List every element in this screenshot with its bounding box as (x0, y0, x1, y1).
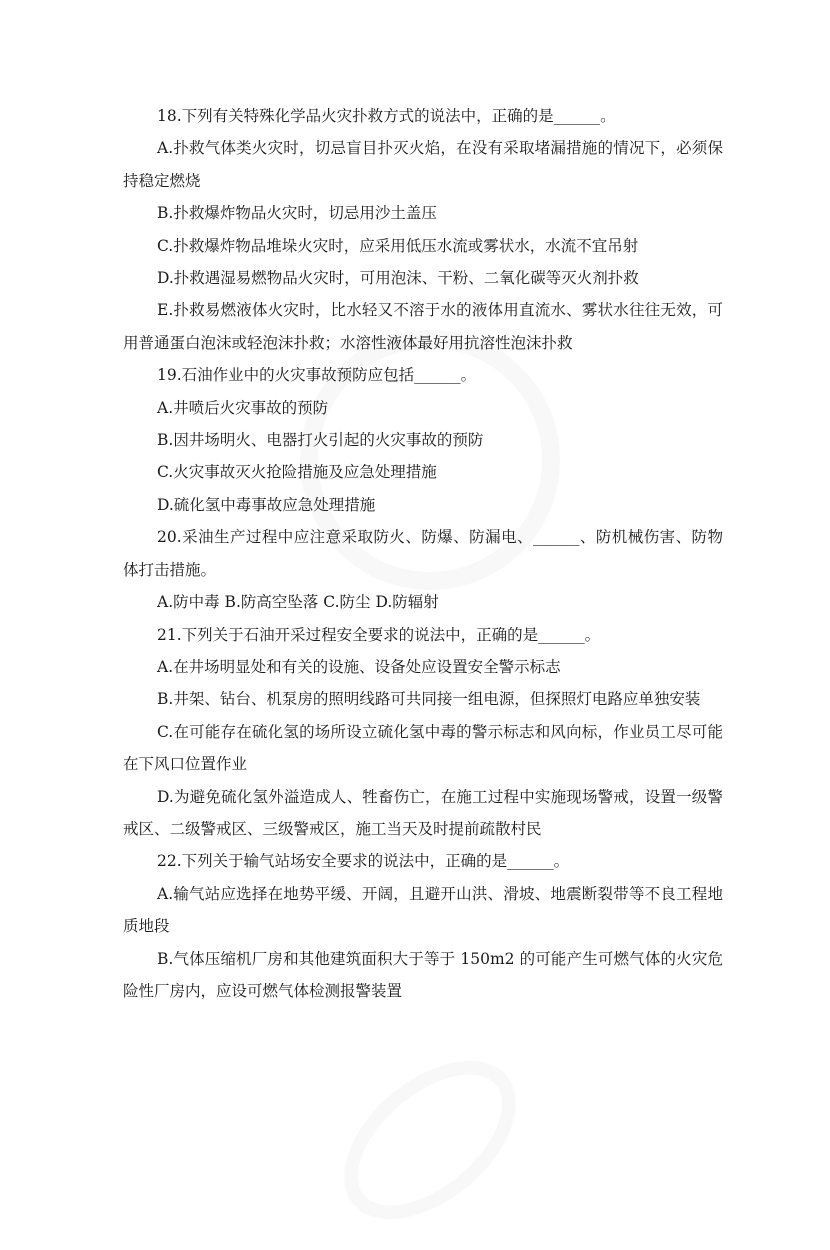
question-19-option-c: C.火灾事故灭火抢险措施及应急处理措施 (157, 463, 437, 482)
question-18: 18.下列有关特殊化学品火灾扑救方式的说法中，正确的是______。 (157, 107, 616, 125)
question-18-option-c: C.扑救爆炸物品堆垛火灾时，应采用低压水流或雾状水，水流不宜吊射 (157, 236, 639, 255)
document-body (123, 100, 723, 1007)
question-19-option-b: B.因井场明火、电器打火引起的火灾事故的预防 (157, 431, 484, 450)
question-18-option-a: A.扑救气体类火灾时，切忌盲目扑灭火焰，在没有采取堵漏措施的情况下，必须保持稳定燃烧 (123, 139, 723, 190)
question-21-option-a: A.在井场明显处和有关的设施、设备处应设置安全警示标志 (157, 657, 561, 676)
question-22-option-a: A.输气站应选择在地势平缓、开阔，且避开山洪、滑坡、地震断裂带等不良工程地质地段 (123, 884, 723, 936)
question-21: 21.下列关于石油开采过程安全要求的说法中，正确的是______。 (157, 625, 601, 644)
question-20: 20.采油生产过程中应注意采取防火、防爆、防漏电、______、防机械伤害、防物体打击措施。 (123, 528, 723, 579)
question-21-option-b: B.井架、钻台、机泵房的照明线路可共同接一组电源，但探照灯电路应单独安装 (157, 690, 701, 709)
question-18-option-b: B.扑救爆炸物品火灾时，切忌用沙土盖压 (157, 204, 437, 223)
question-19-option-a: A.井喷后火灾事故的预防 (157, 398, 329, 417)
question-19-option-d: D.硫化氢中毒事故应急处理措施 (157, 495, 376, 514)
question-18-option-e: E.扑救易燃液体火灾时，比水轻又不溶于水的液体用直流水、雾状水往往无效，可用普通蛋白泡沫或轻泡沫扑救；水溶性液体最好用抗溶性泡沫扑救 (123, 301, 723, 352)
watermark-bottom (315, 1030, 545, 1250)
question-19: 19.石油作业中的火灾事故预防应包括______。 (157, 366, 477, 385)
question-20-options: A.防中毒 B.防高空坠落 C.防尘 D.防辐射 (157, 593, 439, 612)
question-21-option-c: C.在可能存在硫化氢的场所设立硫化氢中毒的警示标志和风向标，作业员工尽可能在下风口位置作业 (123, 722, 723, 774)
question-22-option-b: B.气体压缩机厂房和其他建筑面积大于等于 150m2 的可能产生可燃气体的火灾危险性厂房内，应设可燃气体检测报警装置 (123, 949, 723, 1000)
question-18-option-d: D.扑救遇湿易燃物品火灾时，可用泡沫、干粉、二氧化碳等灭火剂扑救 (157, 269, 639, 288)
question-22: 22.下列关于输气站场安全要求的说法中，正确的是______。 (157, 852, 570, 871)
question-21-option-d: D.为避免硫化氢外溢造成人、牲畜伤亡，在施工过程中实施现场警戒，设置一级警戒区、二级警戒区、三级警戒区，施工当天及时提前疏散村民 (123, 787, 723, 838)
